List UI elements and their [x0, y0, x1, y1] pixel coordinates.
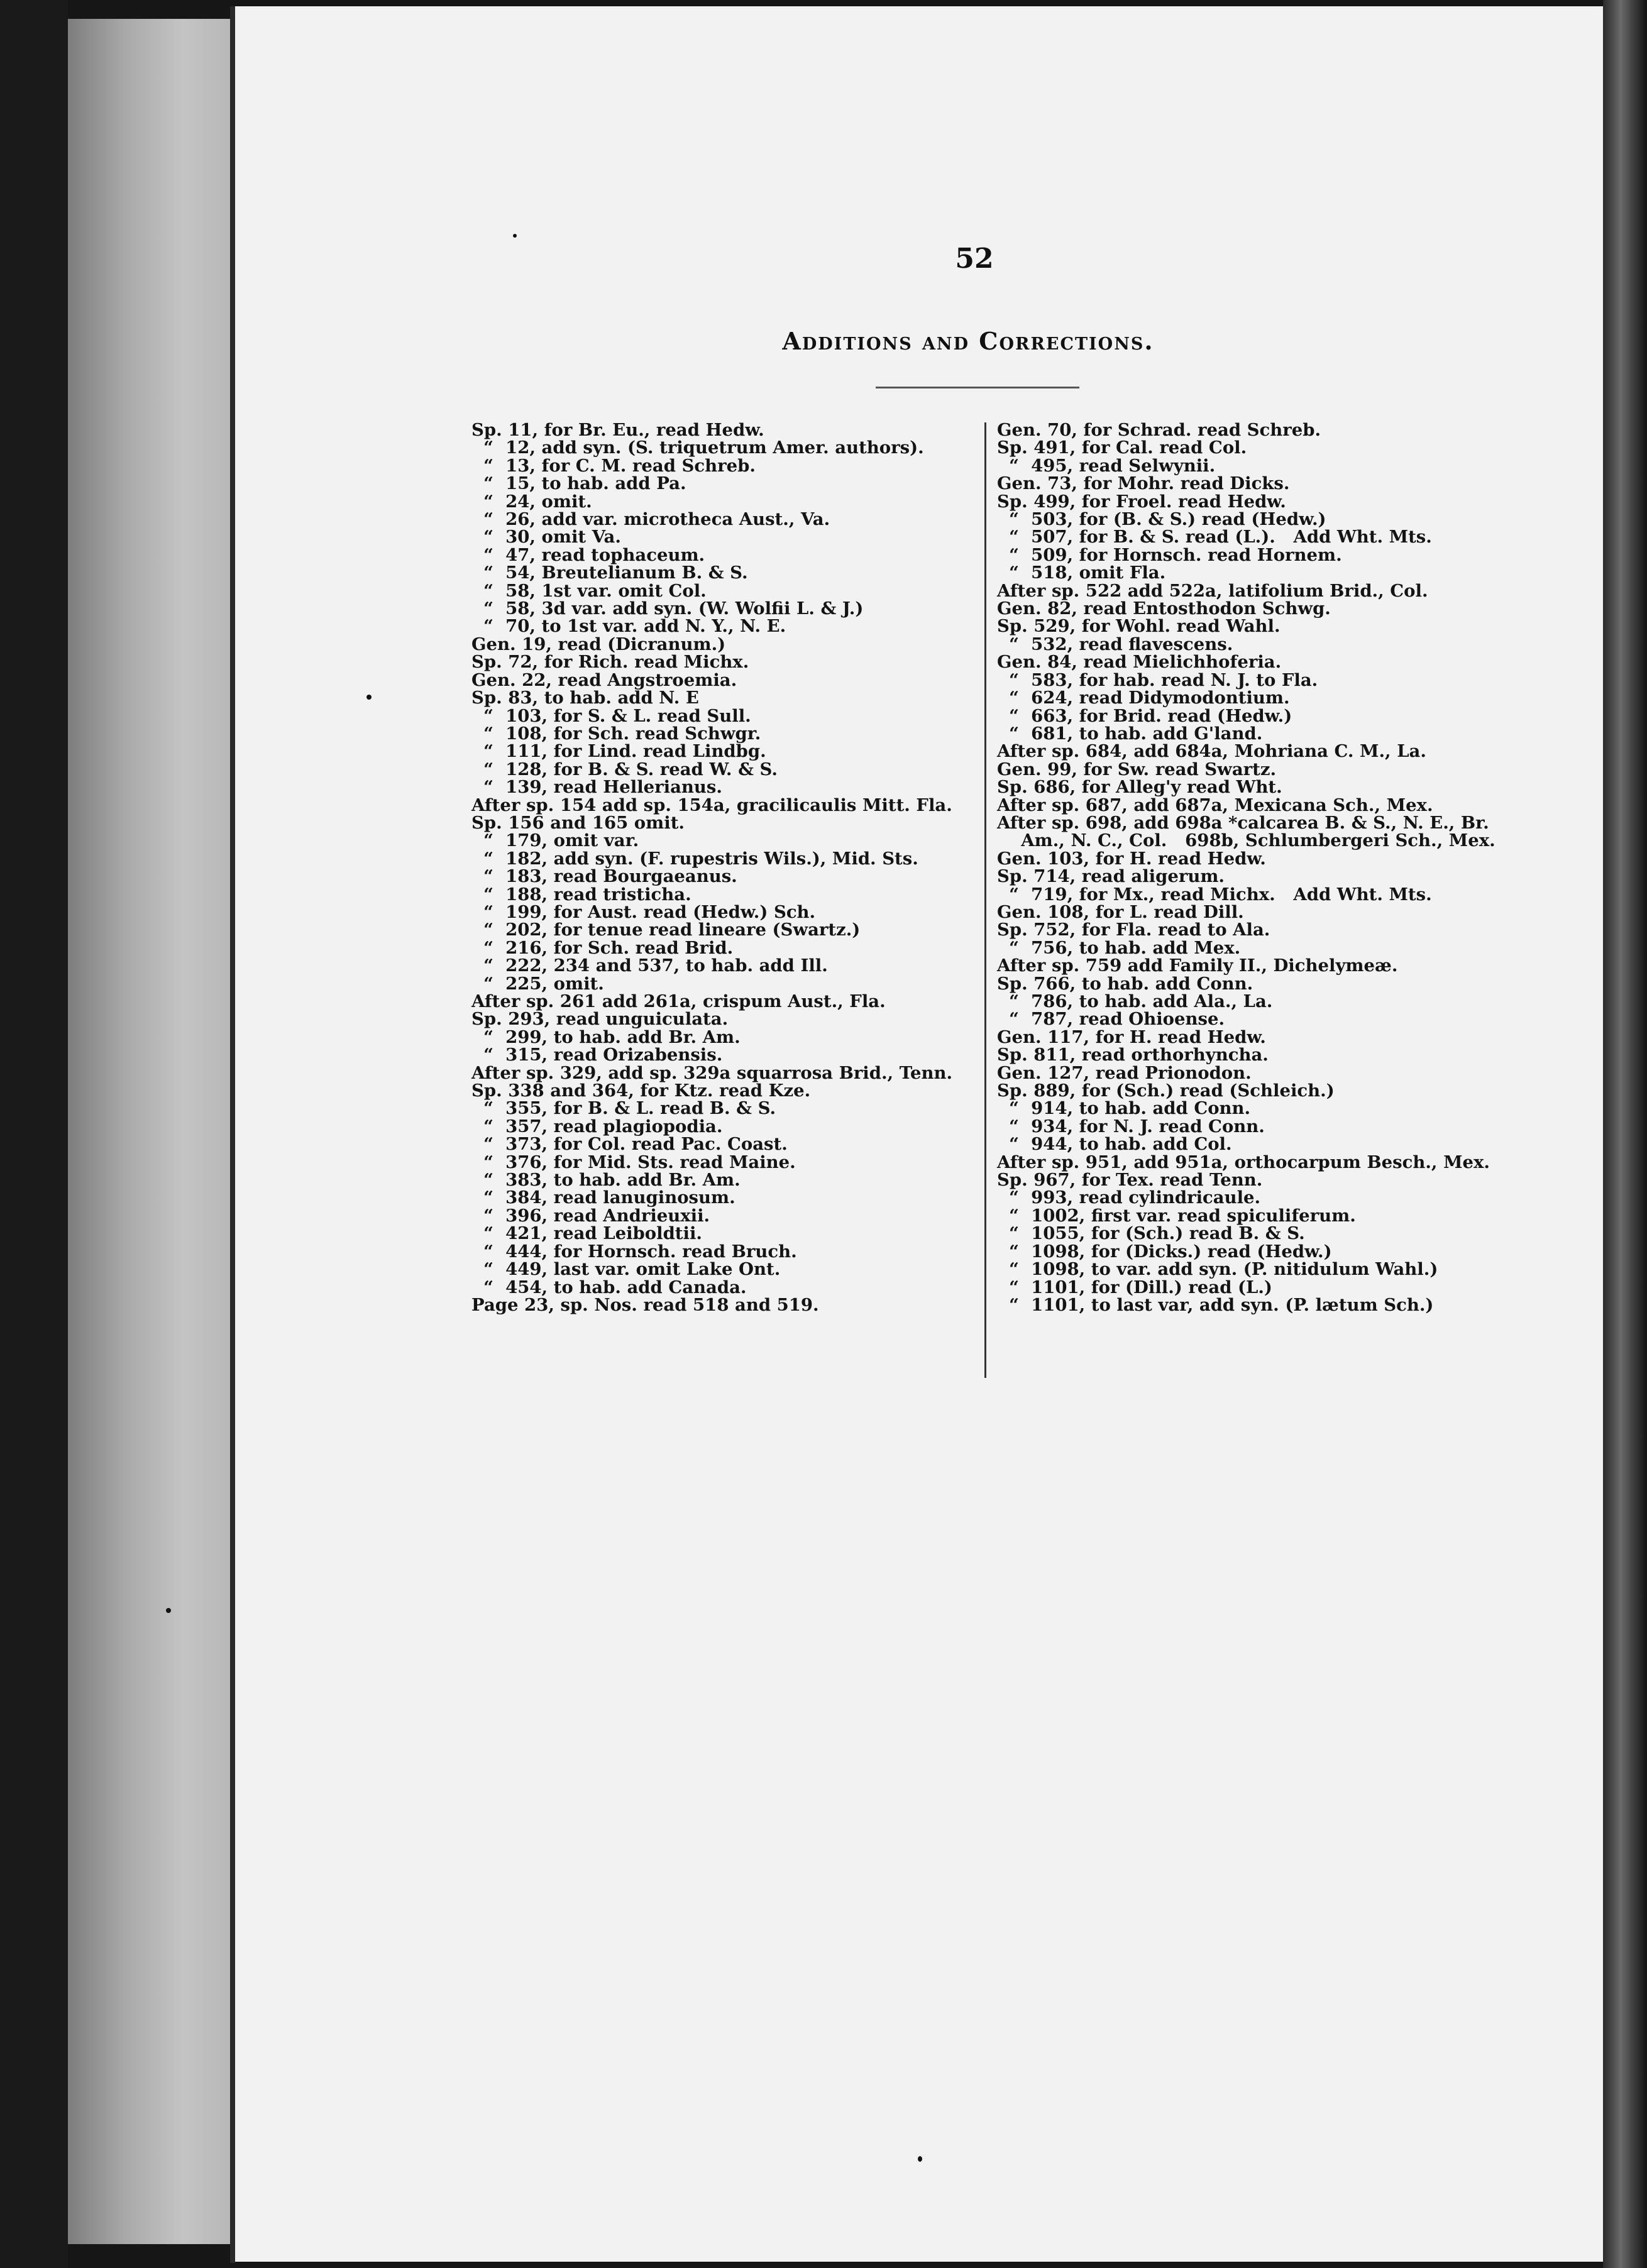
correction-line: “ 934, for N. J. read Conn. — [997, 1116, 1265, 1137]
page-gutter — [68, 19, 233, 2244]
correction-line: “ 355, for B. & L. read B. & S. — [471, 1098, 776, 1119]
correction-line: “ 202, for tenue read lineare (Swartz.) — [471, 920, 861, 940]
correction-line: Sp. 529, for Wohl. read Wahl. — [997, 616, 1281, 637]
correction-line: Gen. 117, for H. read Hedw. — [997, 1027, 1266, 1047]
correction-line: Sp. 714, read aligerum. — [997, 866, 1225, 887]
correction-line: Gen. 84, read Mielichhoferia. — [997, 652, 1282, 673]
correction-line: After sp. 261 add 261a, crispum Aust., Fla. — [471, 991, 886, 1011]
correction-line: “ 188, read tristicha. — [471, 884, 691, 905]
column-divider — [984, 422, 986, 1378]
page-number: 52 — [955, 243, 994, 275]
print-speck — [366, 695, 372, 700]
correction-line: “ 681, to hab. add G'land. — [997, 723, 1263, 744]
correction-line: After sp. 687, add 687a, Mexicana Sch., Mex. — [997, 795, 1433, 815]
correction-line: “ 507, for B. & S. read (L.). Add Wht. Mts. — [997, 527, 1432, 548]
correction-line: “ 503, for (B. & S.) read (Hedw.) — [997, 509, 1326, 530]
book-binding-shadow — [0, 0, 68, 2268]
correction-line: Sp. 72, for Rich. read Michx. — [471, 652, 749, 673]
correction-line: “ 495, read Selwynii. — [997, 455, 1216, 476]
correction-line: “ 1101, for (Dill.) read (L.) — [997, 1277, 1272, 1297]
right-column-corrections — [997, 421, 1515, 1314]
correction-line: “ 421, read Leiboldtii. — [471, 1223, 702, 1244]
correction-line: “ 1002, first var. read spiculiferum. — [997, 1205, 1356, 1226]
correction-line: “ 756, to hab. add Mex. — [997, 937, 1241, 958]
correction-line: “ 58, 3d var. add syn. (W. Wolfii L. & J.) — [471, 598, 864, 619]
correction-line: Sp. 293, read unguiculata. — [471, 1009, 729, 1030]
correction-line: “ 376, for Mid. Sts. read Maine. — [471, 1152, 796, 1172]
correction-line: “ 373, for Col. read Pac. Coast. — [471, 1134, 788, 1155]
correction-line: “ 532, read flavescens. — [997, 634, 1233, 654]
correction-line: “ 54, Breutelianum B. & S. — [471, 563, 748, 583]
correction-line: “ 15, to hab. add Pa. — [471, 473, 686, 494]
correction-line: Sp. 967, for Tex. read Tenn. — [997, 1170, 1263, 1191]
correction-line: After sp. 522 add 522a, latifolium Brid., Col. — [997, 580, 1428, 601]
correction-line: Sp. 686, for Alleg'y read Wht. — [997, 777, 1282, 798]
correction-line: “ 444, for Hornsch. read Bruch. — [471, 1241, 797, 1262]
correction-line: “ 111, for Lind. read Lindbg. — [471, 741, 766, 762]
correction-line: “ 108, for Sch. read Schwgr. — [471, 723, 761, 744]
correction-line: Sp. 499, for Froel. read Hedw. — [997, 491, 1286, 512]
correction-line: “ 103, for S. & L. read Sull. — [471, 705, 751, 726]
correction-line: Gen. 22, read Angstroemia. — [471, 669, 737, 690]
correction-line: Sp. 889, for (Sch.) read (Schleich.) — [997, 1081, 1335, 1101]
correction-line: “ 128, for B. & S. read W. & S. — [471, 759, 778, 779]
correction-line: “ 787, read Ohioense. — [997, 1009, 1225, 1030]
correction-line: “ 1055, for (Sch.) read B. & S. — [997, 1223, 1305, 1244]
correction-line: “ 449, last var. omit Lake Ont. — [471, 1259, 781, 1280]
section-heading: Additions and Corrections. — [782, 327, 1154, 355]
correction-line: “ 13, for C. M. read Schreb. — [471, 455, 756, 476]
print-speck — [918, 2156, 922, 2162]
correction-line: “ 182, add syn. (F. rupestris Wils.), Mid. Sts. — [471, 848, 918, 869]
correction-line: “ 357, read plagiopodia. — [471, 1116, 723, 1137]
correction-line: “ 225, omit. — [471, 973, 604, 994]
print-speck — [166, 1608, 171, 1613]
correction-line: “ 199, for Aust. read (Hedw.) Sch. — [471, 901, 816, 922]
correction-line: “ 914, to hab. add Conn. — [997, 1098, 1251, 1119]
correction-line: “ 26, add var. microtheca Aust., Va. — [471, 509, 830, 530]
correction-line: After sp. 759 add Family II., Dichelymeæ. — [997, 955, 1398, 976]
correction-line: Gen. 73, for Mohr. read Dicks. — [997, 473, 1290, 494]
correction-line: “ 1098, to var. add syn. (P. nitidulum Wahl.) — [997, 1259, 1438, 1280]
correction-line: “ 509, for Hornsch. read Hornem. — [997, 544, 1342, 565]
correction-line: Gen. 19, read (Dicranum.) — [471, 634, 726, 654]
correction-line: After sp. 698, add 698a *calcarea B. & S., N. E., Br. — [997, 812, 1489, 833]
correction-line: Gen. 99, for Sw. read Swartz. — [997, 759, 1277, 779]
correction-line: “ 47, read tophaceum. — [471, 544, 705, 565]
correction-line: “ 216, for Sch. read Brid. — [471, 937, 734, 958]
correction-line: “ 222, 234 and 537, to hab. add Ill. — [471, 955, 828, 976]
correction-line: “ 583, for hab. read N. J. to Fla. — [997, 669, 1318, 690]
correction-line: “ 663, for Brid. read (Hedw.) — [997, 705, 1292, 726]
correction-line: Gen. 108, for L. read Dill. — [997, 901, 1244, 922]
correction-line: “ 1101, to last var, add syn. (P. lætum Sch.) — [997, 1294, 1434, 1315]
correction-line: “ 315, read Orizabensis. — [471, 1045, 723, 1065]
correction-line: “ 70, to 1st var. add N. Y., N. E. — [471, 616, 786, 637]
correction-line: Gen. 70, for Schrad. read Schreb. — [997, 420, 1321, 440]
correction-line: “ 30, omit Va. — [471, 527, 621, 548]
correction-line: “ 179, omit var. — [471, 830, 639, 851]
correction-line: “ 384, read lanuginosum. — [471, 1187, 735, 1208]
correction-line: “ 719, for Mx., read Michx. Add Wht. Mts. — [997, 884, 1432, 905]
correction-line: Gen. 103, for H. read Hedw. — [997, 848, 1266, 869]
page-right-edge — [1603, 0, 1647, 2268]
gutter-edge — [230, 6, 235, 2263]
correction-line: “ 24, omit. — [471, 491, 592, 512]
correction-line: After sp. 684, add 684a, Mohriana C. M., La. — [997, 741, 1426, 762]
correction-line: “ 299, to hab. add Br. Am. — [471, 1027, 741, 1047]
correction-line: Sp. 83, to hab. add N. E — [471, 688, 699, 708]
correction-line: Gen. 127, read Prionodon. — [997, 1062, 1252, 1083]
correction-line: “ 396, read Andrieuxii. — [471, 1205, 710, 1226]
correction-line: “ 518, omit Fla. — [997, 563, 1166, 583]
correction-line: “ 1098, for (Dicks.) read (Hedw.) — [997, 1241, 1332, 1262]
correction-line: “ 454, to hab. add Canada. — [471, 1277, 747, 1297]
correction-line: “ 58, 1st var. omit Col. — [471, 580, 707, 601]
correction-line: Sp. 811, read orthorhyncha. — [997, 1045, 1269, 1065]
correction-line: “ 183, read Bourgaeanus. — [471, 866, 737, 887]
correction-line: After sp. 329, add sp. 329a squarrosa Brid., Tenn. — [471, 1062, 953, 1083]
correction-line: “ 383, to hab. add Br. Am. — [471, 1170, 741, 1191]
correction-line: Am., N. C., Col. 698b, Schlumbergeri Sch., Mex. — [997, 830, 1496, 851]
correction-line: After sp. 154 add sp. 154a, gracilicaulis Mitt. Fla. — [471, 795, 952, 815]
correction-line: Sp. 491, for Cal. read Col. — [997, 438, 1247, 458]
correction-line: Gen. 82, read Entosthodon Schwg. — [997, 598, 1331, 619]
correction-line: Sp. 752, for Fla. read to Ala. — [997, 920, 1270, 940]
correction-line: “ 944, to hab. add Col. — [997, 1134, 1232, 1155]
correction-line: After sp. 951, add 951a, orthocarpum Besch., Mex. — [997, 1152, 1490, 1172]
correction-line: Sp. 338 and 364, for Ktz. read Kze. — [471, 1081, 811, 1101]
print-speck — [513, 234, 517, 238]
correction-line: Page 23, sp. Nos. read 518 and 519. — [471, 1294, 819, 1315]
correction-line: “ 12, add syn. (S. triquetrum Amer. authors). — [471, 438, 924, 458]
left-column-corrections — [471, 421, 987, 1314]
correction-line: “ 624, read Didymodontium. — [997, 688, 1290, 708]
correction-line: Sp. 766, to hab. add Conn. — [997, 973, 1253, 994]
correction-line: “ 993, read cylindricaule. — [997, 1187, 1261, 1208]
correction-line: “ 139, read Hellerianus. — [471, 777, 722, 798]
correction-line: Sp. 11, for Br. Eu., read Hedw. — [471, 420, 764, 440]
correction-line: Sp. 156 and 165 omit. — [471, 812, 685, 833]
heading-rule — [876, 387, 1079, 388]
correction-line: “ 786, to hab. add Ala., La. — [997, 991, 1273, 1011]
